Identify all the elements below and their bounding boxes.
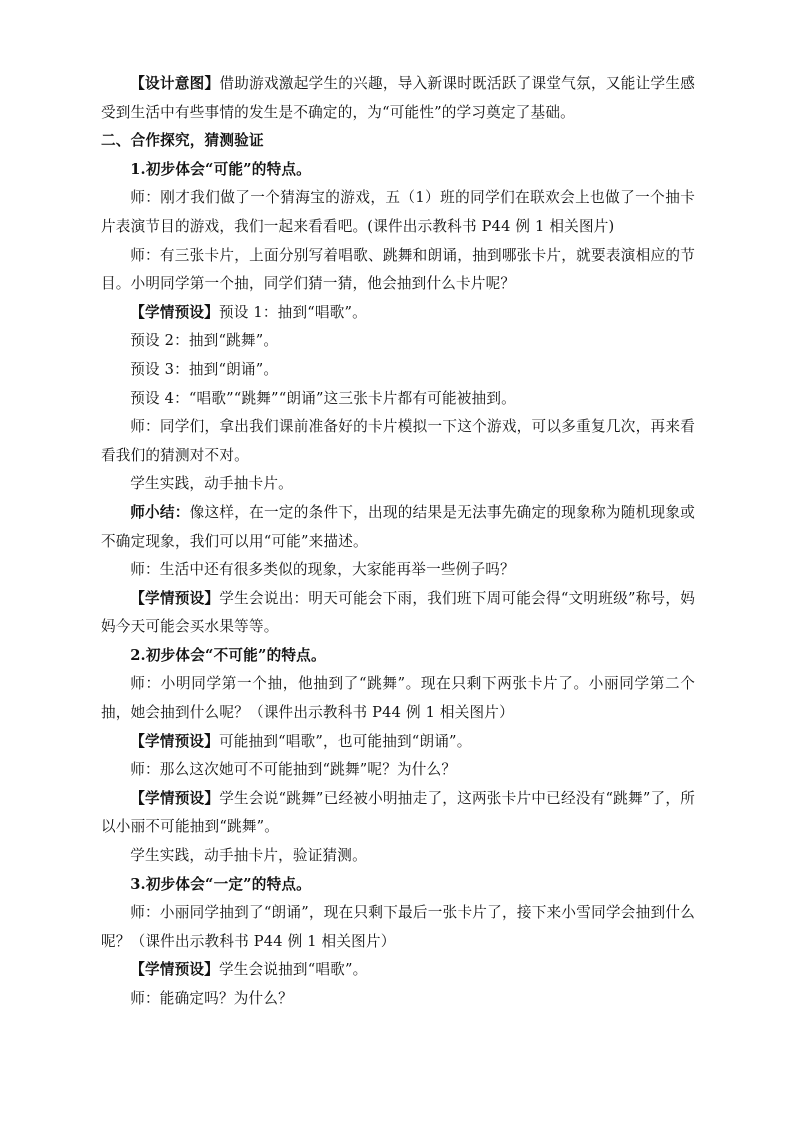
paragraph: 师：刚才我们做了一个猜海宝的游戏，五（1）班的同学们在联欢会上也做了一个抽卡片表演节目的游戏，我们一起来看看吧。(课件出示教科书 P44 例 1 相关图片) xyxy=(101,189,695,235)
paragraph: 预设 4：“唱歌”“跳舞”“朗诵”这三张卡片都有可能被抽到。 xyxy=(130,389,516,407)
paragraph-preset xyxy=(101,785,695,842)
paragraph: 师：有三张卡片，上面分别写着唱歌、跳舞和朗诵，抽到哪张卡片，就要表演相应的节目。小明同学第一个抽，同学们猜一猜，他会抽到什么卡片呢？ xyxy=(101,246,695,293)
section-heading: 二、合作探究，猜测验证 xyxy=(101,132,264,150)
paragraph-teacher-summary xyxy=(101,499,695,556)
paragraph-text: 学生会说抽到“唱歌”。 xyxy=(218,961,368,979)
paragraph-text: 可能抽到“唱歌”，也可能抽到“朗诵”。 xyxy=(218,732,472,750)
paragraph: 预设 3：抽到“朗诵”。 xyxy=(130,360,279,378)
paragraph-label: 师小结： xyxy=(130,503,190,521)
paragraph-design-intent xyxy=(101,70,695,127)
paragraph-preset xyxy=(101,299,695,328)
paragraph-label: 【学情预设】 xyxy=(130,732,219,750)
subsection-heading-certain: 3.初步体会“一定”的特点。 xyxy=(130,875,311,893)
paragraph-text: 学生会说“跳舞”已经被小明抽走了，这两张卡片中已经没有“跳舞”了，所以小丽不可能抽到“跳舞”。 xyxy=(101,789,695,836)
paragraph: 师：小丽同学抽到了“朗诵”，现在只剩下最后一张卡片了，接下来小雪同学会抽到什么呢？（课件出示教科书 P44 例 1 相关图片） xyxy=(101,904,695,950)
paragraph-label: 【学情预设】 xyxy=(130,961,219,979)
paragraph-preset xyxy=(101,728,695,757)
paragraph: 师：能确定吗？为什么？ xyxy=(130,990,293,1007)
paragraph: 师：同学们，拿出我们课前准备好的卡片模拟一下这个游戏，可以多重复几次，再来看看我们的猜测对不对。 xyxy=(101,418,695,464)
paragraph-label: 【学情预设】 xyxy=(130,789,220,807)
paragraph-preset xyxy=(101,956,695,985)
paragraph-label: 【学情预设】 xyxy=(130,589,220,607)
paragraph: 师：那么这次她可不可能抽到“跳舞”呢？为什么？ xyxy=(130,761,457,779)
paragraph: 师：小明同学第一个抽，他抽到了“跳舞”。现在只剩下两张卡片了。小丽同学第二个抽，她会抽到什么呢？（课件出示教科书 P44 例 1 相关图片） xyxy=(101,675,695,722)
paragraph: 学生实践，动手抽卡片。 xyxy=(130,475,293,493)
paragraph-label: 【设计意图】 xyxy=(130,75,220,92)
paragraph-label: 【学情预设】 xyxy=(130,303,219,321)
paragraph-text: 预设 1：抽到“唱歌”。 xyxy=(218,303,367,321)
paragraph-preset xyxy=(101,585,695,642)
document-body xyxy=(101,70,695,1014)
paragraph: 学生实践，动手抽卡片，验证猜测。 xyxy=(130,847,367,865)
paragraph-text: 借助游戏激起学生的兴趣，导入新课时既活跃了课堂气氛，又能让学生感受到生活中有些事情的发生是不确定的，为“可能性”的学习奠定了基础。 xyxy=(101,75,696,121)
paragraph: 师：生活中还有很多类似的现象，大家能再举一些例子吗？ xyxy=(130,561,515,579)
paragraph-text: 学生会说出：明天可能会下雨，我们班下周可能会得“文明班级”称号，妈妈今天可能会买水果等等。 xyxy=(101,589,696,636)
subsection-heading-possible: 1.初步体会“可能”的特点。 xyxy=(130,160,311,178)
paragraph: 预设 2：抽到“跳舞”。 xyxy=(130,332,279,350)
paragraph-text: 像这样，在一定的条件下，出现的结果是无法事先确定的现象称为随机现象或不确定现象，我们可以用“可能”来描述。 xyxy=(101,503,695,550)
subsection-heading-impossible: 2.初步体会“不可能”的特点。 xyxy=(130,646,326,664)
